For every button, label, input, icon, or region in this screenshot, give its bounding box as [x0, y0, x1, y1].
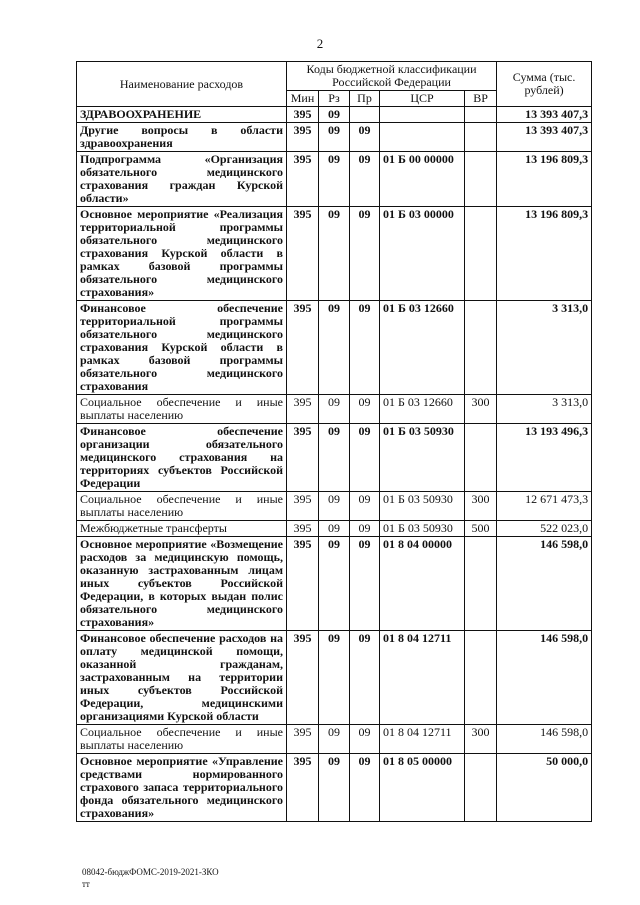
cell-pr: 09	[350, 424, 380, 492]
cell-min: 395	[287, 395, 319, 424]
footer-initials: тт	[82, 879, 90, 889]
cell-min: 395	[287, 107, 319, 123]
cell-sum: 13 193 496,3	[497, 424, 592, 492]
cell-name: Финансовое обеспечение расходов на оплату медицинской помощи, оказанной гражданам, застрахованным на территории иных субъектов Российской Федерации, медицинскими организациями Курской области	[77, 631, 287, 725]
cell-csr: 01 8 04 12711	[380, 631, 465, 725]
budget-table	[76, 61, 592, 822]
cell-sum: 13 196 809,3	[497, 152, 592, 207]
cell-sum: 13 393 407,3	[497, 107, 592, 123]
cell-name: Социальное обеспечение и иные выплаты населению	[77, 395, 287, 424]
cell-csr: 01 8 05 00000	[380, 754, 465, 822]
cell-csr: 01 Б 03 12660	[380, 395, 465, 424]
cell-rz: 09	[319, 301, 350, 395]
cell-pr	[350, 107, 380, 123]
cell-min: 395	[287, 123, 319, 152]
cell-min: 395	[287, 754, 319, 822]
cell-rz: 09	[319, 521, 350, 537]
cell-sum: 522 023,0	[497, 521, 592, 537]
cell-name: Финансовое обеспечение территориальной программы обязательного медицинского страхования Курской области в рамках базовой программы обязательного медицинского страхования	[77, 301, 287, 395]
table-row	[77, 301, 592, 395]
cell-name: Другие вопросы в области здравоохранения	[77, 123, 287, 152]
cell-vr	[465, 107, 497, 123]
header-sum: Сумма (тыс. рублей)	[497, 62, 592, 107]
table-body	[77, 107, 592, 822]
cell-min: 395	[287, 631, 319, 725]
footer	[82, 866, 219, 890]
cell-name: ЗДРАВООХРАНЕНИЕ	[77, 107, 287, 123]
cell-csr: 01 Б 03 50930	[380, 521, 465, 537]
cell-sum: 3 313,0	[497, 301, 592, 395]
cell-sum: 146 598,0	[497, 631, 592, 725]
cell-vr: 300	[465, 395, 497, 424]
cell-name: Социальное обеспечение и иные выплаты населению	[77, 725, 287, 754]
cell-pr: 09	[350, 631, 380, 725]
cell-min: 395	[287, 521, 319, 537]
cell-vr	[465, 123, 497, 152]
cell-name: Основное мероприятие «Управление средствами нормированного страхового запаса территориального фонда обязательного медицинского страхования»	[77, 754, 287, 822]
cell-vr	[465, 207, 497, 301]
table-row	[77, 152, 592, 207]
cell-name: Основное мероприятие «Реализация территориальной программы обязательного медицинского страхования Курской области в рамках базовой программы обязательного медицинского страхования»	[77, 207, 287, 301]
table-row	[77, 492, 592, 521]
cell-csr: 01 8 04 12711	[380, 725, 465, 754]
cell-vr	[465, 152, 497, 207]
cell-sum: 146 598,0	[497, 537, 592, 631]
cell-min: 395	[287, 424, 319, 492]
cell-sum: 13 393 407,3	[497, 123, 592, 152]
header-vr: ВР	[465, 91, 497, 107]
table-row	[77, 395, 592, 424]
cell-vr: 300	[465, 725, 497, 754]
cell-min: 395	[287, 152, 319, 207]
cell-sum: 50 000,0	[497, 754, 592, 822]
cell-pr: 09	[350, 301, 380, 395]
table-row	[77, 521, 592, 537]
cell-min: 395	[287, 207, 319, 301]
header-min: Мин	[287, 91, 319, 107]
table-row	[77, 207, 592, 301]
cell-rz: 09	[319, 123, 350, 152]
header-name: Наименование расходов	[77, 62, 287, 107]
cell-rz: 09	[319, 754, 350, 822]
cell-rz: 09	[319, 725, 350, 754]
page-number: 2	[316, 36, 324, 51]
cell-rz: 09	[319, 207, 350, 301]
cell-pr: 09	[350, 123, 380, 152]
table-row	[77, 631, 592, 725]
cell-rz: 09	[319, 424, 350, 492]
table-row	[77, 537, 592, 631]
cell-rz: 09	[319, 631, 350, 725]
cell-pr: 09	[350, 754, 380, 822]
cell-sum: 146 598,0	[497, 725, 592, 754]
header-codes: Коды бюджетной классификации Российской Федерации	[287, 62, 497, 91]
cell-vr	[465, 424, 497, 492]
cell-vr	[465, 754, 497, 822]
header-csr: ЦСР	[380, 91, 465, 107]
cell-name: Подпрограмма «Организация обязательного медицинского страхования граждан Курской области»	[77, 152, 287, 207]
cell-csr	[380, 123, 465, 152]
cell-pr: 09	[350, 725, 380, 754]
cell-csr: 01 Б 00 00000	[380, 152, 465, 207]
cell-sum: 13 196 809,3	[497, 207, 592, 301]
header-row-1	[77, 62, 592, 91]
cell-rz: 09	[319, 492, 350, 521]
cell-pr: 09	[350, 152, 380, 207]
table-row	[77, 123, 592, 152]
cell-rz: 09	[319, 107, 350, 123]
table-row	[77, 107, 592, 123]
cell-csr: 01 Б 03 50930	[380, 424, 465, 492]
table-row	[77, 424, 592, 492]
cell-csr: 01 Б 03 12660	[380, 301, 465, 395]
cell-csr	[380, 107, 465, 123]
cell-csr: 01 Б 03 50930	[380, 492, 465, 521]
cell-pr: 09	[350, 395, 380, 424]
cell-min: 395	[287, 725, 319, 754]
cell-name: Межбюджетные трансферты	[77, 521, 287, 537]
cell-csr: 01 Б 03 00000	[380, 207, 465, 301]
cell-name: Социальное обеспечение и иные выплаты населению	[77, 492, 287, 521]
cell-rz: 09	[319, 152, 350, 207]
cell-min: 395	[287, 537, 319, 631]
cell-sum: 12 671 473,3	[497, 492, 592, 521]
footer-doc-code: 08042-бюджФОМС-2019-2021-ЗКО	[82, 867, 219, 877]
cell-min: 395	[287, 301, 319, 395]
header-rz: Рз	[319, 91, 350, 107]
cell-vr: 500	[465, 521, 497, 537]
cell-csr: 01 8 04 00000	[380, 537, 465, 631]
cell-pr: 09	[350, 537, 380, 631]
cell-vr	[465, 301, 497, 395]
cell-rz: 09	[319, 537, 350, 631]
cell-name: Финансовое обеспечение организации обязательного медицинского страхования на территориях субъектов Российской Федерации	[77, 424, 287, 492]
cell-rz: 09	[319, 395, 350, 424]
table-row	[77, 754, 592, 822]
cell-name: Основное мероприятие «Возмещение расходов за медицинскую помощь, оказанную застрахованным лицам иных субъектов Российской Федерации, в которых выдан полис обязательного медицинского страхования»	[77, 537, 287, 631]
cell-vr: 300	[465, 492, 497, 521]
header-pr: Пр	[350, 91, 380, 107]
cell-min: 395	[287, 492, 319, 521]
cell-vr	[465, 631, 497, 725]
cell-pr: 09	[350, 207, 380, 301]
cell-pr: 09	[350, 521, 380, 537]
cell-pr: 09	[350, 492, 380, 521]
cell-sum: 3 313,0	[497, 395, 592, 424]
table-row	[77, 725, 592, 754]
cell-vr	[465, 537, 497, 631]
